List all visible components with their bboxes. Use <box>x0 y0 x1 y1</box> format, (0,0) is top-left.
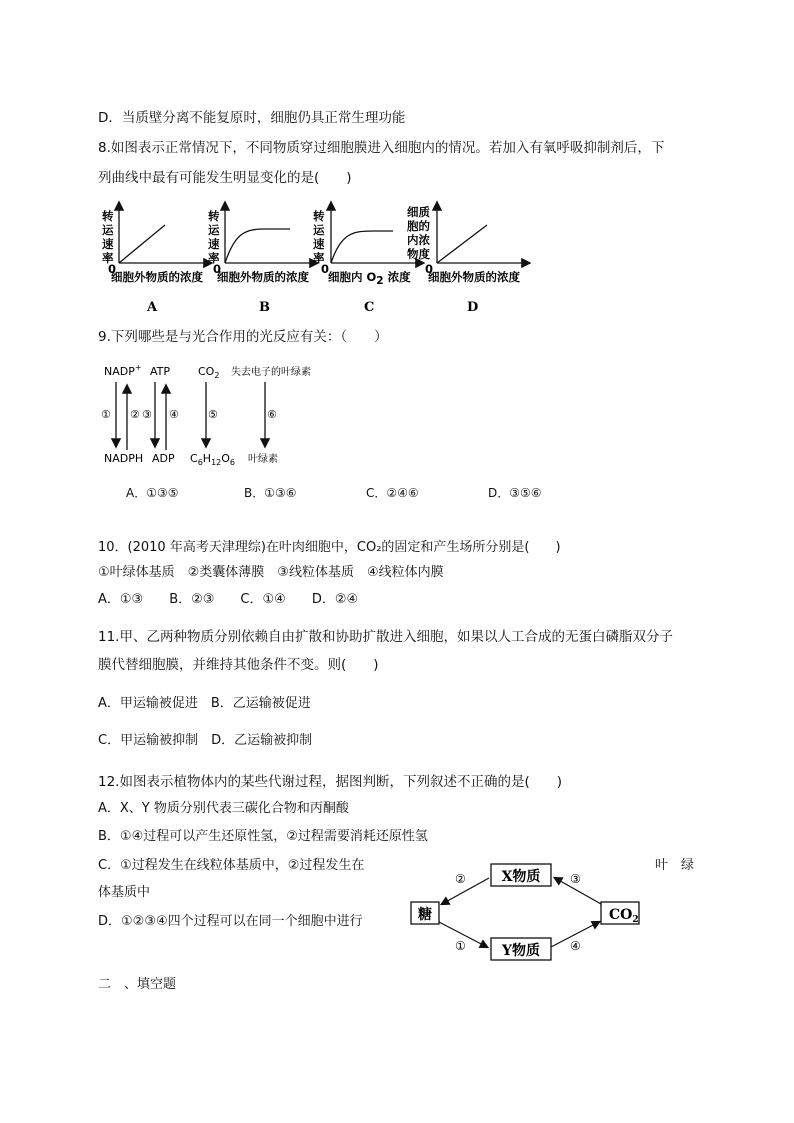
graph-b-origin: 0 <box>213 262 222 276</box>
graph-b-ylabel-2: 运 <box>208 223 220 237</box>
graph-d-ylabel-3: 内浓 <box>407 233 430 247</box>
box-y-label: Y物质 <box>502 943 540 959</box>
q9-stem: 9.下列哪些是与光合作用的光反应有关：（ ） <box>98 329 388 345</box>
q11-options-cd: C．甲运输被抑制 D．乙运输被抑制 <box>98 733 313 748</box>
graph-a-ylabel-3: 速 <box>102 237 114 251</box>
graph-a-ylabel-1: 转 <box>102 209 114 223</box>
graph-b-letter: B <box>259 300 270 315</box>
q8-stem-line1: 8.如图表示正常情况下，不同物质穿过细胞膜进入细胞内的情况。若加入有氧呼吸抑制剂后，下 <box>98 140 665 156</box>
q12-option-c-lv: 绿 <box>681 858 695 873</box>
q12-option-b: B．①④过程可以产生还原性氢，②过程需要消耗还原性氢 <box>98 829 428 844</box>
graph-a-letter: A <box>147 300 158 315</box>
arrow-num-5: ⑤ <box>208 408 218 421</box>
box-x-label: X物质 <box>501 869 541 885</box>
graph-c-ylabel-4: 率 <box>313 251 325 265</box>
q10-choices: ①叶绿体基质 ②类囊体薄膜 ③线粒体基质 ④线粒体内膜 <box>98 565 444 580</box>
graph-b-xlabel: 细胞外物质的浓度 <box>217 270 309 284</box>
q9-diagram <box>98 358 348 470</box>
label-glucose: $C_6H_{12}O_6$ <box>190 452 236 467</box>
graph-c-origin: 0 <box>321 262 330 276</box>
graph-b-ylabel-1: 转 <box>208 209 220 223</box>
q12-option-c-ye: 叶 <box>655 858 669 873</box>
graph-d-ylabel-1: 细质 <box>407 205 430 219</box>
graph-b-ylabel-3: 速 <box>208 237 220 251</box>
diagram-num-3: ③ <box>570 872 581 886</box>
label-atp: ATP <box>150 365 171 378</box>
graph-d-curve <box>437 225 487 263</box>
section-2-title: 二 、填空题 <box>98 977 177 992</box>
arrow-num-6: ⑥ <box>267 408 277 421</box>
graph-c-letter: C <box>364 300 375 315</box>
arrow-num-4: ④ <box>169 408 179 421</box>
graph-c-xlabel: 细胞内 O2 浓度 <box>328 270 411 287</box>
graph-c-ylabel-3: 速 <box>313 237 325 251</box>
q9-option-c: C．②④⑥ <box>366 486 419 500</box>
graph-d-letter: D <box>467 300 479 315</box>
graph-a-ylabel-2: 运 <box>102 223 114 237</box>
q10-options: A．①③ B．②③ C．①④ D．②④ <box>98 592 359 607</box>
graph-a <box>102 203 211 315</box>
graph-c-curve <box>331 231 393 263</box>
q11-options-ab: A．甲运输被促进 B．乙运输被促进 <box>98 696 311 711</box>
graph-c-ylabel-1: 转 <box>313 209 325 223</box>
q12-option-d: D．①②③④四个过程可以在同一个细胞中进行 <box>98 914 363 929</box>
graph-d-ylabel-2: 胞的 <box>407 219 430 233</box>
diagram-num-1: ① <box>455 939 466 953</box>
label-chl-lost: 失去电子的叶绿素 <box>231 367 311 378</box>
graph-b-ylabel-4: 率 <box>208 251 220 265</box>
label-chl: 叶绿素 <box>248 454 278 465</box>
label-co2: $CO_2$ <box>198 365 220 380</box>
arrow-num-3: ③ <box>142 408 152 421</box>
q12-option-a: A．X、Y 物质分别代表三碳化合物和丙酮酸 <box>98 801 349 816</box>
graph-a-curve <box>119 225 165 263</box>
diagram-num-4: ④ <box>570 939 581 953</box>
q8-graphs <box>95 195 545 320</box>
graph-b-curve <box>225 229 290 263</box>
box-sugar-label: 糖 <box>418 907 432 923</box>
label-nadp: NADP+ <box>104 363 142 378</box>
graph-d-xlabel: 细胞外物质的浓度 <box>428 270 520 284</box>
graph-a-ylabel-4: 率 <box>102 251 114 265</box>
label-adp: ADP <box>152 452 175 465</box>
box-co2-label: $CO_2$ <box>609 907 639 925</box>
graph-d-ylabel-4: 物度 <box>407 247 430 261</box>
q8-stem-line2: 列曲线中最有可能发生明显变化的是( ) <box>98 170 352 186</box>
diagram-num-2: ② <box>455 872 466 886</box>
graph-c-ylabel-2: 运 <box>313 223 325 237</box>
graph-d <box>407 203 529 315</box>
graph-b <box>208 203 317 315</box>
arrow-num-1: ① <box>101 408 111 421</box>
q12-diagram <box>405 858 645 968</box>
q11-stem-line1: 11.甲、乙两种物质分别依赖自由扩散和协助扩散进入细胞，如果以人工合成的无蛋白磷脂双分子 <box>98 629 673 645</box>
q9-option-b: B．①③⑥ <box>244 486 297 500</box>
label-nadph: NADPH <box>104 452 144 465</box>
q9-option-a: A．①③⑤ <box>126 486 179 500</box>
q7-option-d: D．当质壁分离不能复原时，细胞仍具正常生理功能 <box>98 110 406 126</box>
q12-option-c-part1: C．①过程发生在线粒体基质中，②过程发生在 <box>98 858 365 873</box>
arrow-num-2: ② <box>130 408 140 421</box>
graph-d-origin: 0 <box>425 262 434 276</box>
q12-option-c-line2: 体基质中 <box>98 885 151 900</box>
graph-a-xlabel: 细胞外物质的浓度 <box>111 270 203 284</box>
q12-stem: 12.如图表示植物体内的某些代谢过程，据图判断，下列叙述不正确的是( ) <box>98 774 563 790</box>
q10-stem: 10．(2010 年高考天津理综)在叶肉细胞中，CO₂的固定和产生场所分别是( ) <box>98 540 561 555</box>
q11-stem-line2: 膜代替细胞膜，并维持其他条件不变。则( ) <box>98 657 379 673</box>
graph-a-origin: 0 <box>108 262 117 276</box>
q9-option-d: D．③⑤⑥ <box>488 486 542 500</box>
